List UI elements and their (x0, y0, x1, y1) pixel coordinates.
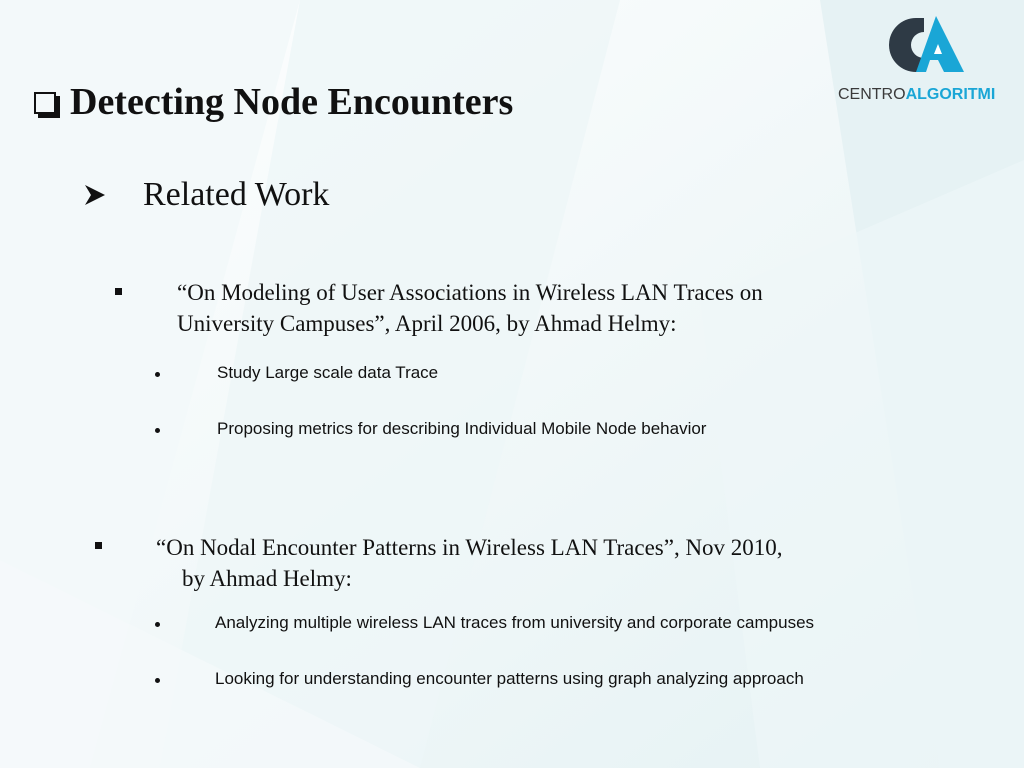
reference-2-point-2-text: Looking for understanding encounter patterns using graph analyzing approach (215, 669, 804, 688)
dot-bullet-icon (155, 428, 160, 433)
reference-1-line-2: University Campuses”, April 2006, by Ahmad Helmy: (177, 311, 677, 336)
reference-1-point-1-text: Study Large scale data Trace (217, 363, 439, 382)
slide-title-text: Detecting Node Encounters (70, 81, 514, 123)
slide-subtitle (84, 176, 329, 214)
checkbox-bullet-icon (34, 92, 56, 114)
reference-2-point-1-text: Analyzing multiple wireless LAN traces from university and corporate campuses (215, 613, 815, 632)
dot-bullet-icon (155, 622, 160, 627)
reference-2-line-1: “On Nodal Encounter Patterns in Wireless LAN Traces”, Nov 2010, (156, 535, 783, 560)
logo-mark-icon (886, 14, 966, 76)
reference-2-line-2: by Ahmad Helmy: (182, 566, 352, 591)
slide-title (34, 80, 513, 124)
reference-1-point-2-text: Proposing metrics for describing Individual Mobile Node behavior (217, 419, 707, 438)
arrow-bullet-icon (84, 184, 106, 206)
dot-bullet-icon (155, 678, 160, 683)
square-bullet-icon (95, 542, 102, 549)
dot-bullet-icon (155, 372, 160, 377)
logo-text-centro: CENTRO (838, 86, 906, 103)
square-bullet-icon (115, 288, 122, 295)
slide-subtitle-text: Related Work (143, 176, 330, 213)
centro-algoritmi-logo (836, 14, 1016, 109)
logo-text-algoritmi: ALGORITMI (905, 86, 996, 103)
logo-text (838, 86, 995, 104)
reference-1-line-1: “On Modeling of User Associations in Wireless LAN Traces on (177, 280, 763, 305)
